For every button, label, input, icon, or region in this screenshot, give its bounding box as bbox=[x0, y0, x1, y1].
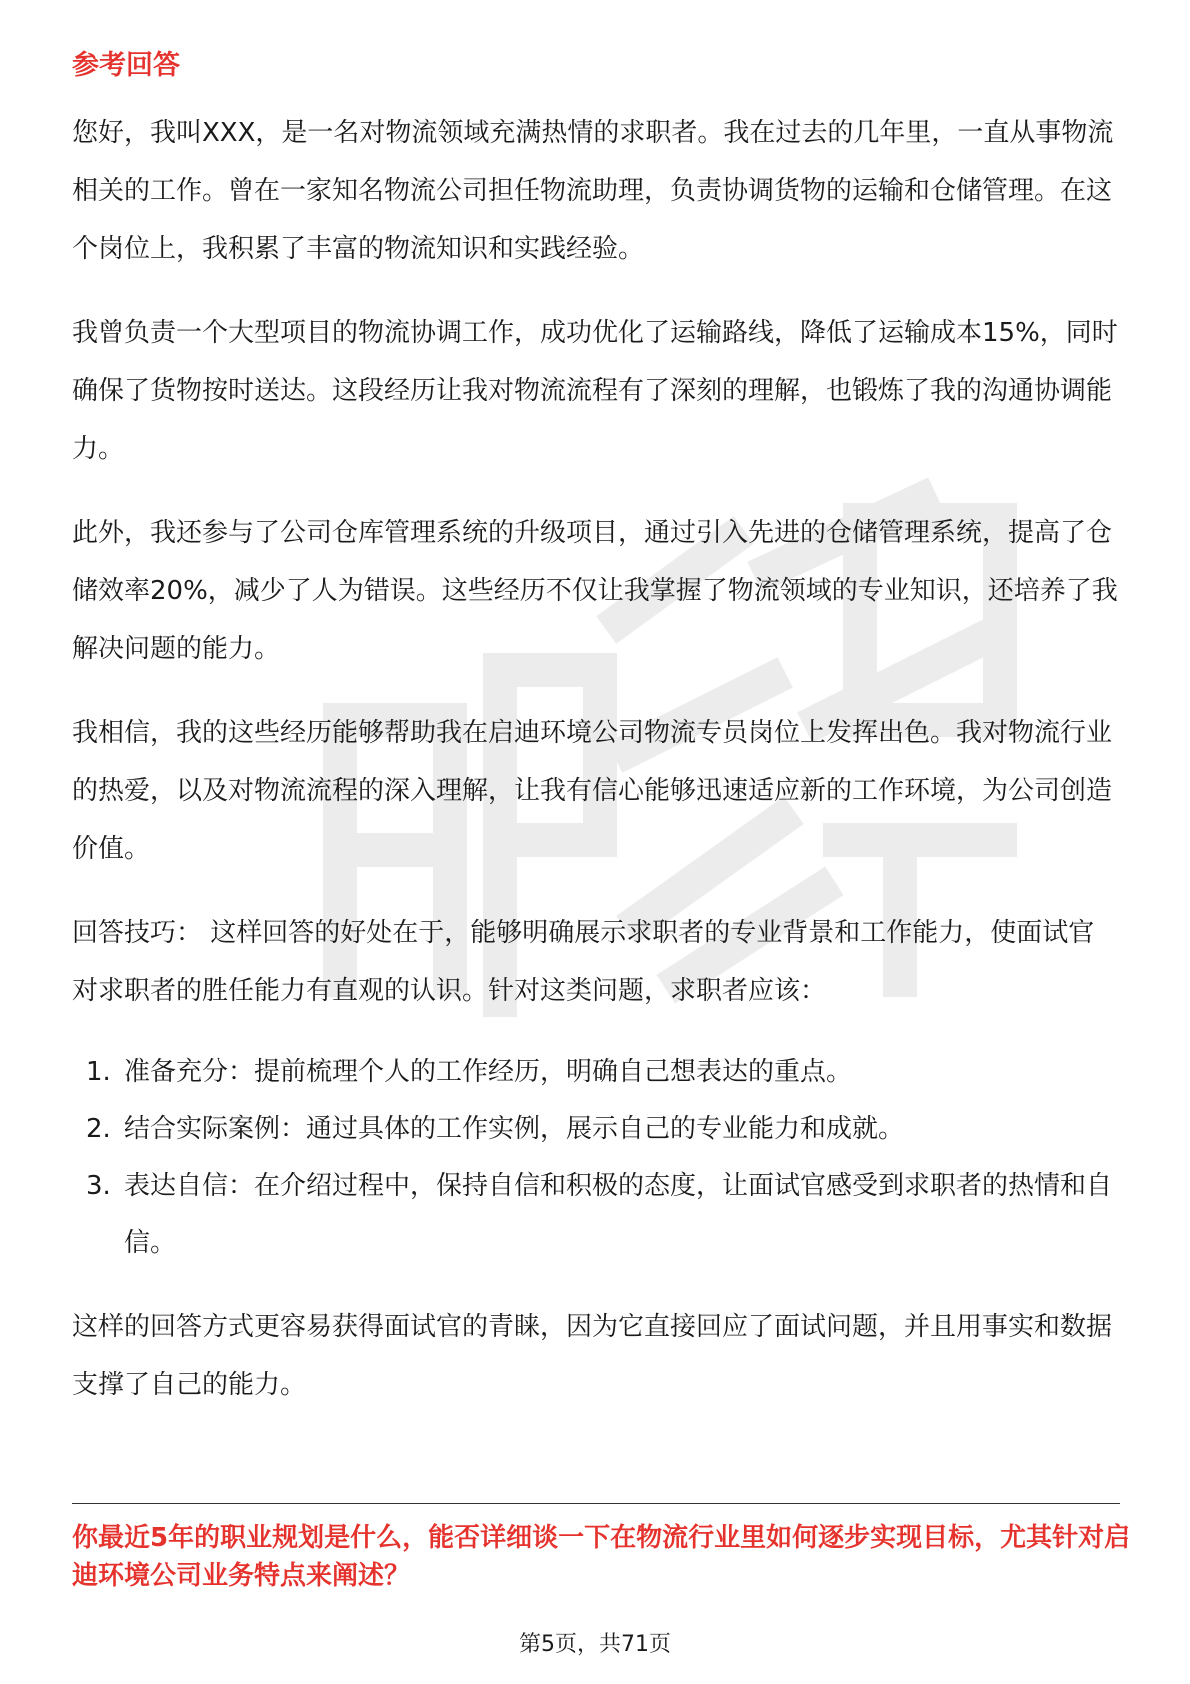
list-item-text: 准备充分：提前梳理个人的工作经历，明确自己想表达的重点。 bbox=[124, 1057, 853, 1087]
answer-paragraph-1: 您好，我叫XXX，是一名对物流领域充满热情的求职者。我在过去的几年里，一直从事物流相关的工作。曾在一家知名物流公司担任物流助理，负责协调货物的运输和仓储管理。在这个岗位上，我积累了丰富的物流知识和实践经验。 bbox=[72, 118, 1114, 264]
list-item bbox=[72, 1158, 1120, 1272]
section-divider bbox=[72, 1503, 1120, 1504]
closing-paragraph: 这样的回答方式更容易获得面试官的青睐，因为它直接回应了面试问题，并且用事实和数据支撑了自己的能力。 bbox=[72, 1312, 1113, 1400]
page-number: 第5页，共71页 bbox=[519, 1632, 671, 1657]
answer-paragraph-4: 我相信，我的这些经历能够帮助我在启迪环境公司物流专员岗位上发挥出色。我对物流行业的热爱，以及对物流流程的深入理解，让我有信心能够迅速适应新的工作环境，为公司创造价值。 bbox=[72, 718, 1113, 864]
answer-paragraph-3: 此外，我还参与了公司仓库管理系统的升级项目，通过引入先进的仓储管理系统，提高了仓储效率20%，减少了人为错误。这些经历不仅让我掌握了物流领域的专业知识，还培养了我解决问题的能力。 bbox=[72, 518, 1118, 664]
list-item bbox=[72, 1101, 1120, 1158]
next-question-heading: 你最近5年的职业规划是什么，能否详细谈一下在物流行业里如何逐步实现目标，尤其针对启迪环境公司业务特点来阐述？ bbox=[72, 1523, 1131, 1591]
section-title: 参考回答 bbox=[72, 50, 180, 81]
tips-list bbox=[72, 1044, 1120, 1272]
list-item-text: 表达自信：在介绍过程中，保持自信和积极的态度，让面试官感受到求职者的热情和自信。 bbox=[124, 1171, 1113, 1258]
list-item-number: 1. bbox=[86, 1057, 111, 1087]
list-item-number: 3. bbox=[86, 1171, 111, 1201]
main-content bbox=[72, 46, 1120, 1440]
list-item bbox=[72, 1044, 1120, 1101]
list-item-number: 2. bbox=[86, 1114, 111, 1144]
tips-intro-paragraph: 回答技巧： 这样回答的好处在于，能够明确展示求职者的专业背景和工作能力，使面试官对求职者的胜任能力有直观的认识。针对这类问题，求职者应该： bbox=[72, 918, 1095, 1006]
list-item-text: 结合实际案例：通过具体的工作实例，展示自己的专业能力和成就。 bbox=[124, 1114, 905, 1144]
answer-paragraph-2: 我曾负责一个大型项目的物流协调工作，成功优化了运输路线，降低了运输成本15%，同时确保了货物按时送达。这段经历让我对物流流程有了深刻的理解，也锻炼了我的沟通协调能力。 bbox=[72, 318, 1118, 464]
